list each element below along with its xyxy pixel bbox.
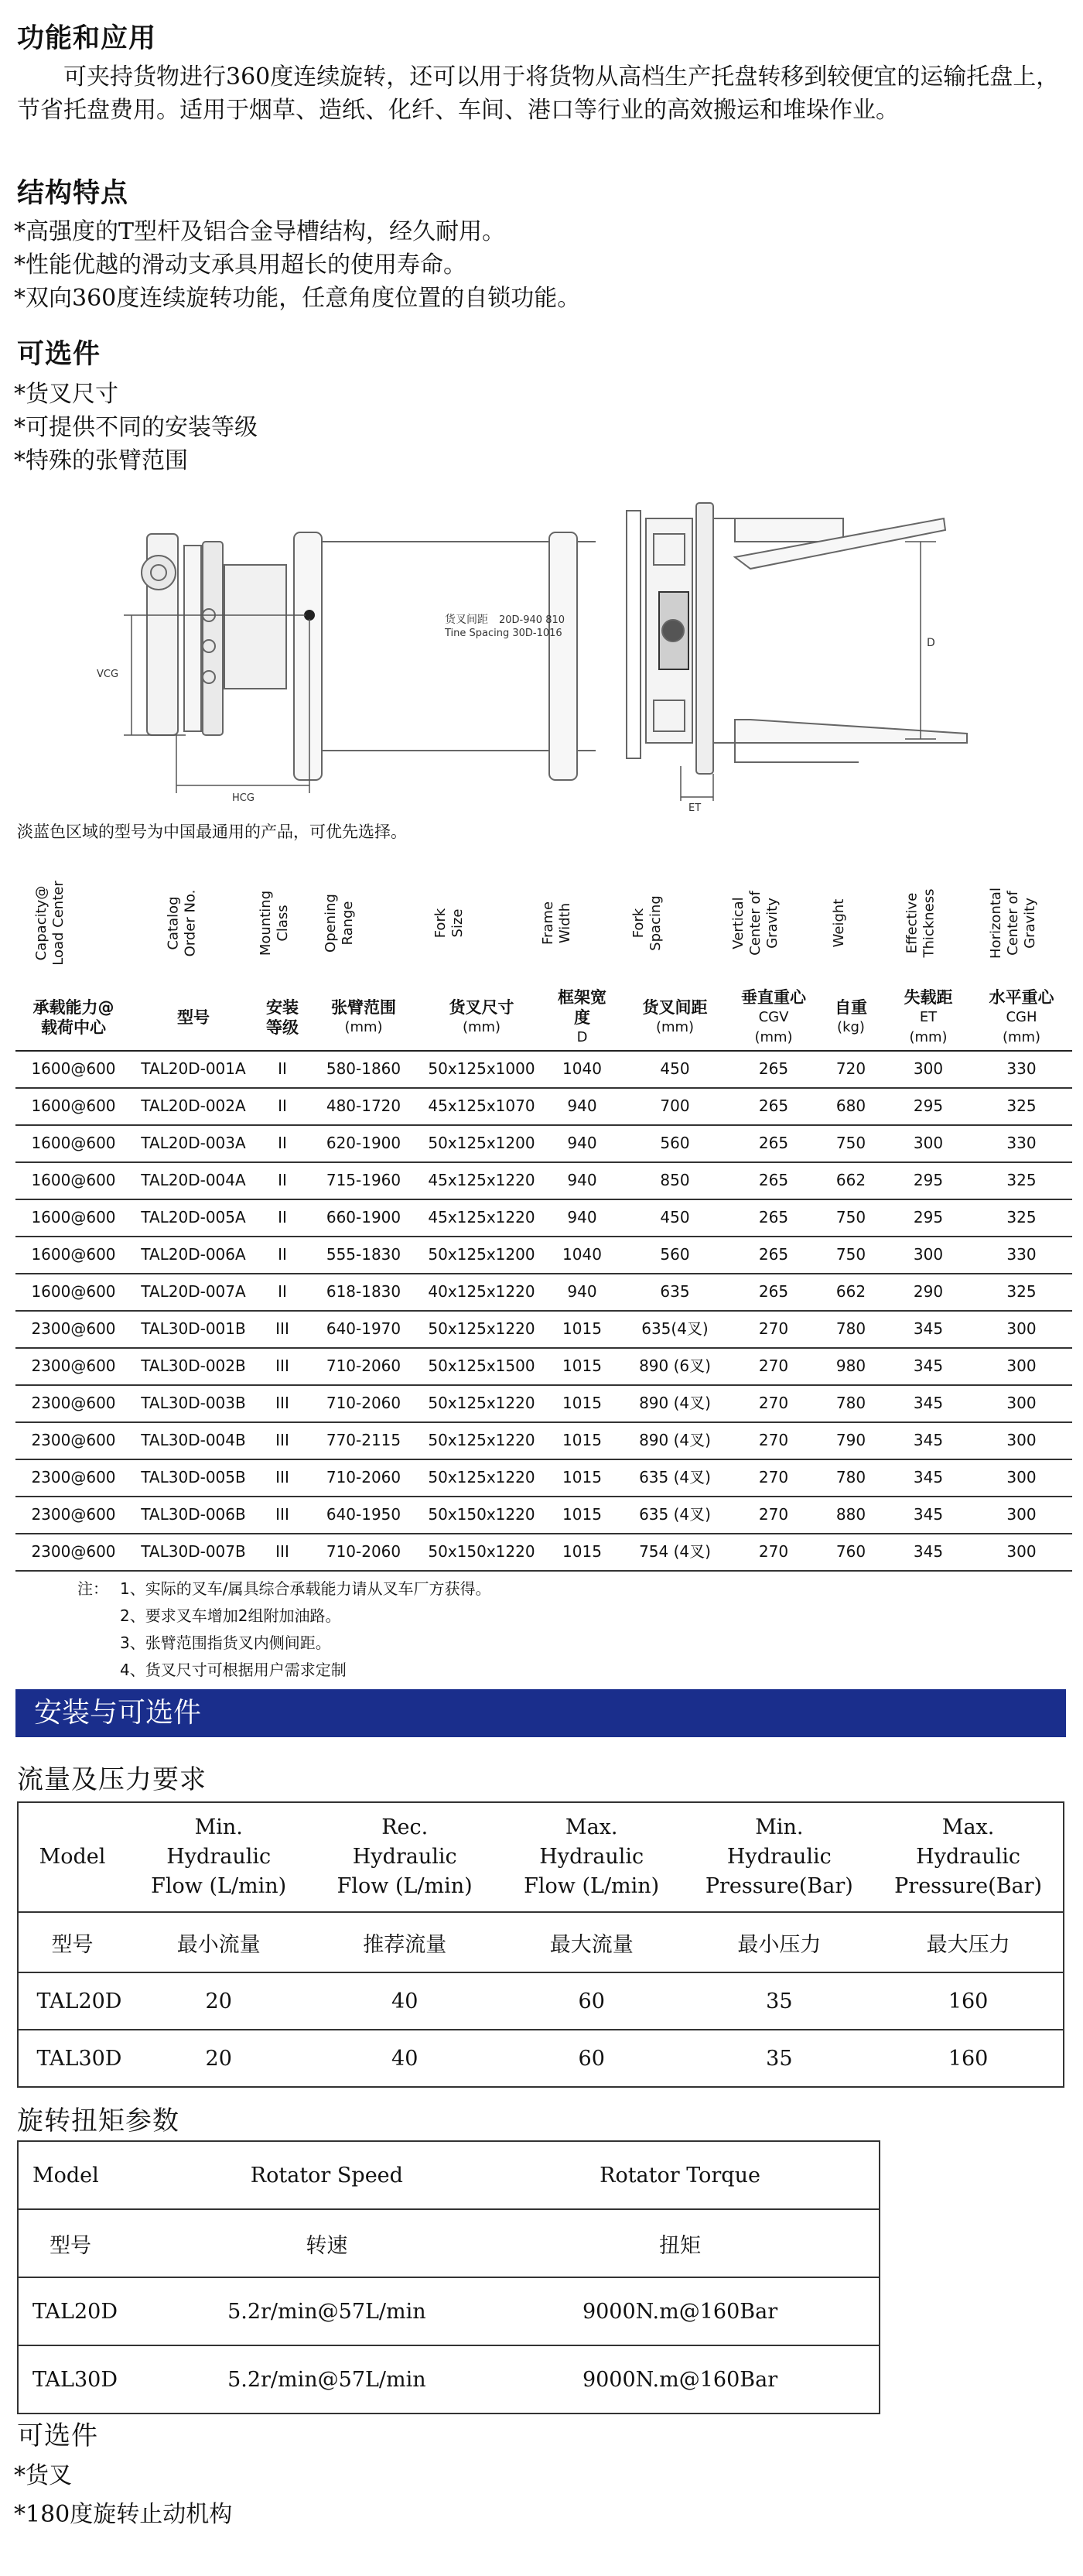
spec-cell: TAL20D-005A [141,1208,246,1226]
flow-cell: 40 [311,1972,498,2030]
spec-cell: 300 [1006,1319,1037,1338]
spec-cell: 890 (4叉) [639,1394,711,1412]
spacing-label-cn: 货叉间距 [445,614,488,626]
spec-cell: III [275,1505,289,1524]
spec-cell: 300 [1006,1431,1037,1449]
spec-cell: 790 [835,1431,866,1449]
spec-cell: 270 [758,1505,789,1524]
spec-cell: 1040 [562,1245,602,1264]
spec-cell: 754 (4叉) [639,1542,711,1561]
torque-cell: 9000N.m@160Bar [481,2277,880,2345]
notes-label: 注： [77,1579,108,1598]
spec-cell: 940 [567,1282,597,1301]
flow-cell: 20 [126,2030,312,2087]
spec-cell: III [275,1431,289,1449]
spec-cell: 345 [913,1505,944,1524]
spec-cell: 45x125x1220 [428,1171,535,1189]
torque-cn: 型号 [18,2209,173,2277]
header-fork-spacing: Fork Spacing [630,895,664,951]
spec-cell: 2300@600 [31,1319,116,1338]
spec-cell: 662 [835,1282,866,1301]
torque-h: Rotator Torque [481,2141,880,2209]
flow-cn: 最小压力 [685,1912,873,1972]
spec-cell: 50x125x1200 [428,1245,535,1264]
spec-cell: 300 [1006,1356,1037,1375]
spec-cell: TAL20D-002A [141,1096,246,1115]
cn-header: 型号 [177,1008,210,1027]
flow-cell: 160 [873,2030,1064,2087]
fork-left [294,532,322,780]
spec-cell: 1600@600 [31,1171,116,1189]
cn-header: 安装 等级 [266,998,299,1037]
spec-cell: 850 [660,1171,690,1189]
spacing-label-en: Tine Spacing 30D-1016 [445,628,562,639]
flow-cell: 60 [498,2030,685,2087]
spec-cell: 270 [758,1468,789,1486]
torque-row [18,2277,880,2345]
note-item: 4、货叉尺寸可根据用户需求定制 [120,1661,347,1679]
flow-cn: 推荐流量 [311,1912,498,1972]
header-catalog: Catalog Order No. [165,889,199,957]
flow-cell: TAL30D [18,2030,126,2087]
spec-cell: 1600@600 [31,1059,116,1078]
header-capacity: Capacity@ Load Center [33,881,67,966]
spec-cell: 300 [1006,1542,1037,1561]
spec-cell: 780 [835,1468,866,1486]
spec-cell: II [278,1059,287,1078]
spec-cell: TAL30D-005B [141,1468,246,1486]
spec-cell: 760 [835,1542,866,1561]
torque-h: Rotator Speed [173,2141,481,2209]
spec-cell: 270 [758,1356,789,1375]
spec-cell: 880 [835,1505,866,1524]
spec-cell: TAL30D-002B [141,1356,246,1375]
spec-cell: 300 [913,1059,944,1078]
flow-h: Min. Hydraulic Flow (L/min) [126,1802,312,1912]
spec-cell: TAL30D-004B [141,1431,246,1449]
spec-cell: 450 [660,1208,690,1226]
spec-header-en [15,861,1072,985]
spec-cell: 1040 [562,1059,602,1078]
spec-cell: 1015 [562,1394,602,1412]
spec-row [15,1384,1072,1423]
flow-h: Model [18,1802,126,1912]
spec-cell: 330 [1006,1245,1037,1264]
spec-row [15,1236,1072,1274]
spec-row [15,1421,1072,1460]
header-opening: Opening Range [323,894,357,953]
spec-cell: 715-1960 [326,1171,401,1189]
spec-cell: 325 [1006,1171,1037,1189]
spec-cell: TAL20D-007A [141,1282,246,1301]
spec-row [15,1533,1072,1572]
flow-header-cn [18,1912,1064,1972]
note-item: 2、要求叉车增加2组附加油路。 [120,1606,341,1625]
spec-cell: 635 (4叉) [639,1468,711,1486]
torque-cell: TAL30D [18,2345,173,2414]
header-mounting: Mounting Class [258,890,292,956]
spec-cell: 265 [758,1171,789,1189]
spec-cell: 45x125x1070 [428,1096,535,1115]
torque-title: 旋转扭矩参数 [17,2106,179,2136]
spec-cell: II [278,1096,287,1115]
spec-cell: III [275,1356,289,1375]
spec-cell: 345 [913,1356,944,1375]
torque-cn: 转速 [173,2209,481,2277]
d-label: D [927,637,935,649]
flow-cell: 20 [126,1972,312,2030]
spec-cell: 50x125x1000 [428,1059,535,1078]
spec-cell: II [278,1171,287,1189]
spec-cell: 662 [835,1171,866,1189]
torque-header-cn [18,2209,880,2277]
spec-cell: 325 [1006,1096,1037,1115]
spec-cell: 680 [835,1096,866,1115]
spec-cell: 555-1830 [326,1245,401,1264]
structure-item: *高强度的T型杆及铝合金导槽结构，经久耐用。 [14,218,506,245]
flow-cell: TAL20D [18,1972,126,2030]
section-title-options: 可选件 [17,339,101,370]
spec-cell: 300 [1006,1505,1037,1524]
spec-cell: 890 (4叉) [639,1431,711,1449]
spec-cell: 450 [660,1059,690,1078]
spec-cell: 265 [758,1134,789,1152]
spec-cell: 635 (4叉) [639,1505,711,1524]
spec-row [15,1459,1072,1497]
flow-cell: 35 [685,1972,873,2030]
spec-row [15,1087,1072,1126]
note-item: 1、实际的叉车/属具综合承载能力请从叉车厂方获得。 [120,1579,491,1598]
option-item: *可提供不同的安装等级 [14,414,258,441]
spec-cell: II [278,1282,287,1301]
spec-cell: 1015 [562,1431,602,1449]
spec-cell: 710-2060 [326,1356,401,1375]
spec-cell: 270 [758,1394,789,1412]
section-title-structure: 结构特点 [17,178,129,209]
spec-caption: 淡蓝色区域的型号为中国最通用的产品，可优先选择。 [17,823,407,841]
cn-header: 失载距 ET (mm) [904,988,953,1045]
spec-header-cn [15,985,1072,1052]
spec-cell: 710-2060 [326,1394,401,1412]
flow-row [18,1972,1064,2030]
spec-row [15,1273,1072,1312]
flow-h: Min. Hydraulic Pressure(Bar) [685,1802,873,1912]
spec-cell: 2300@600 [31,1505,116,1524]
spec-cell: III [275,1319,289,1338]
spec-cell: TAL20D-006A [141,1245,246,1264]
function-text: 可夹持货物进行360度连续旋转，还可以用于将货物从高档生产托盘转移到较便宜的运输托盘上，节省托盘费用。适用于烟草、造纸、化纤、车间、港口等行业的高效搬运和堆垛作业。 [17,63,1060,124]
spec-cell: 300 [1006,1468,1037,1486]
spec-cell: 700 [660,1096,690,1115]
spec-cell: 1600@600 [31,1282,116,1301]
spec-cell: 1015 [562,1356,602,1375]
spec-cell: 50x125x1220 [428,1394,535,1412]
spec-cell: TAL20D-001A [141,1059,246,1078]
spec-cell: 1600@600 [31,1096,116,1115]
spec-cell: 50x125x1220 [428,1431,535,1449]
spec-cell: 770-2115 [326,1431,401,1449]
spec-row [15,1124,1072,1163]
spec-cell: 618-1830 [326,1282,401,1301]
spec-cell: 640-1970 [326,1319,401,1338]
spec-cell: 940 [567,1171,597,1189]
header-hcg: Horizontal Center of Gravity [988,888,1039,959]
spec-cell: 640-1950 [326,1505,401,1524]
spec-cell: 2300@600 [31,1356,116,1375]
option-item: *货叉尺寸 [14,381,118,408]
spec-cell: II [278,1208,287,1226]
spec-cell: 270 [758,1542,789,1561]
spec-cell: 290 [913,1282,944,1301]
spec-cell: 265 [758,1208,789,1226]
header-frame-width: Frame Width [540,901,573,946]
spec-cell: 1600@600 [31,1208,116,1226]
spec-cell: 295 [913,1171,944,1189]
flow-cell: 160 [873,1972,1064,2030]
flow-header-en [18,1802,1064,1912]
spec-cell: 50x125x1200 [428,1134,535,1152]
cn-header: 垂直重心 CGV (mm) [741,988,806,1045]
spec-cell: II [278,1245,287,1264]
flow-cell: 35 [685,2030,873,2087]
spec-cell: 635 [660,1282,690,1301]
fork-right [549,532,577,780]
spec-cell: 270 [758,1319,789,1338]
spec-cell: 270 [758,1431,789,1449]
spec-cell: 300 [913,1245,944,1264]
spec-row [15,1310,1072,1349]
spec-cell: 300 [1006,1394,1037,1412]
section-title-function: 功能和应用 [17,23,157,54]
note-item: 3、张臂范围指货叉内侧间距。 [120,1634,331,1652]
torque-cell: 5.2r/min@57L/min [173,2277,481,2345]
spec-cell: 295 [913,1096,944,1115]
spec-cell: 580-1860 [326,1059,401,1078]
spec-cell: 780 [835,1319,866,1338]
structure-item: *性能优越的滑动支承具用超长的使用寿命。 [14,251,466,279]
spec-cell: 45x125x1220 [428,1208,535,1226]
spec-cell: 265 [758,1282,789,1301]
structure-item: *双向360度连续旋转功能，任意角度位置的自锁功能。 [14,285,581,312]
spec-cell: 940 [567,1096,597,1115]
cn-header: 承载能力@ 载荷中心 [32,998,114,1037]
flow-h: Rec. Hydraulic Flow (L/min) [311,1802,498,1912]
spec-cell: 750 [835,1134,866,1152]
spec-cell: 345 [913,1431,944,1449]
spec-cell: III [275,1542,289,1561]
spec-cell: III [275,1468,289,1486]
torque-h: Model [18,2141,173,2209]
spec-cell: TAL30D-007B [141,1542,246,1561]
spec-cell: 480-1720 [326,1096,401,1115]
spec-cell: 265 [758,1059,789,1078]
spec-row [15,1199,1072,1237]
option2-item: *货叉 [14,2462,72,2489]
spec-cell: 1600@600 [31,1245,116,1264]
spec-cell: 620-1900 [326,1134,401,1152]
header-fork-size: Fork Size [432,908,466,939]
spec-cell: 750 [835,1208,866,1226]
spec-cell: 1015 [562,1319,602,1338]
spec-cell: 50x125x1220 [428,1319,535,1338]
cn-header: 自重 (kg) [835,998,867,1035]
spec-cell: 560 [660,1134,690,1152]
spec-cell: 1015 [562,1542,602,1561]
torque-header-en [18,2141,880,2209]
flow-cell: 40 [311,2030,498,2087]
spec-cell: 265 [758,1096,789,1115]
spec-cell: TAL30D-001B [141,1319,246,1338]
spec-cell: 50x150x1220 [428,1505,535,1524]
cn-header: 货叉尺寸 (mm) [449,998,514,1035]
cn-header: 货叉间距 (mm) [642,998,708,1035]
flow-h: Max. Hydraulic Flow (L/min) [498,1802,685,1912]
spec-cell: 780 [835,1394,866,1412]
spec-cell: 660-1900 [326,1208,401,1226]
torque-cell: 5.2r/min@57L/min [173,2345,481,2414]
flow-cn: 型号 [18,1912,126,1972]
spec-cell: 2300@600 [31,1468,116,1486]
cn-header: 张臂范围 (mm) [331,998,396,1035]
spec-cell: 2300@600 [31,1431,116,1449]
section-banner: 安装与可选件 [15,1689,1066,1737]
spec-cell: 720 [835,1059,866,1078]
spec-cell: 2300@600 [31,1394,116,1412]
spec-cell: 345 [913,1468,944,1486]
option-item: *特殊的张臂范围 [14,447,188,474]
spec-cell: 50x125x1220 [428,1468,535,1486]
spec-cell: 560 [660,1245,690,1264]
rotator-technical-drawing [85,487,982,812]
spec-cell: 330 [1006,1059,1037,1078]
spec-cell: II [278,1134,287,1152]
header-weight: Weight [831,898,847,948]
spec-cell: 1015 [562,1468,602,1486]
cn-header: 水平重心 CGH (mm) [989,988,1054,1045]
spec-cell: 710-2060 [326,1468,401,1486]
spec-cell: 750 [835,1245,866,1264]
header-vcg: Vertical Center of Gravity [730,891,781,956]
spec-cell: 940 [567,1134,597,1152]
spec-cell: TAL30D-006B [141,1505,246,1524]
spec-cell: 330 [1006,1134,1037,1152]
header-et: Effective Thickness [904,888,937,958]
spec-cell: 50x125x1500 [428,1356,535,1375]
cn-header: 框架宽 度 D [558,988,606,1045]
spec-cell: 345 [913,1319,944,1338]
spec-row [15,1496,1072,1534]
spec-cell: 635(4叉) [641,1319,709,1338]
spec-cell: 2300@600 [31,1542,116,1561]
spec-cell: 890 (6叉) [639,1356,711,1375]
torque-table [17,2140,880,2414]
flow-h: Max. Hydraulic Pressure(Bar) [873,1802,1064,1912]
options2-title: 可选件 [17,2420,98,2451]
spec-cell: 980 [835,1356,866,1375]
spec-row [15,1050,1072,1089]
flow-cell: 60 [498,1972,685,2030]
torque-cell: TAL20D [18,2277,173,2345]
spec-cell: 325 [1006,1208,1037,1226]
spec-cell: 1600@600 [31,1134,116,1152]
vcg-label: VCG [97,669,119,680]
spec-cell: 325 [1006,1282,1037,1301]
spec-cell: 1015 [562,1505,602,1524]
spec-cell: 345 [913,1542,944,1561]
torque-row [18,2345,880,2414]
spec-cell: 50x150x1220 [428,1542,535,1561]
spec-row [15,1347,1072,1386]
et-label: ET [688,802,702,812]
flow-cn: 最小流量 [126,1912,312,1972]
spacing-label-20d: 20D-940 810 [499,614,565,626]
torque-cn: 扭矩 [481,2209,880,2277]
spec-cell: 40x125x1220 [428,1282,535,1301]
flow-cn: 最大流量 [498,1912,685,1972]
torque-cell: 9000N.m@160Bar [481,2345,880,2414]
flow-title: 流量及压力要求 [17,1764,207,1795]
spec-cell: 345 [913,1394,944,1412]
spec-cell: TAL20D-004A [141,1171,246,1189]
spec-cell: 300 [913,1134,944,1152]
spec-cell: III [275,1394,289,1412]
spec-cell: TAL20D-003A [141,1134,246,1152]
spec-cell: 710-2060 [326,1542,401,1561]
option2-item: *180度旋转止动机构 [14,2501,233,2528]
spec-row [15,1161,1072,1200]
spec-cell: 265 [758,1245,789,1264]
flow-table [17,1801,1064,2088]
spec-cell: 295 [913,1208,944,1226]
hcg-label: HCG [232,792,255,804]
spec-cell: 940 [567,1208,597,1226]
flow-cn: 最大压力 [873,1912,1064,1972]
flow-row [18,2030,1064,2087]
spec-cell: TAL30D-003B [141,1394,246,1412]
